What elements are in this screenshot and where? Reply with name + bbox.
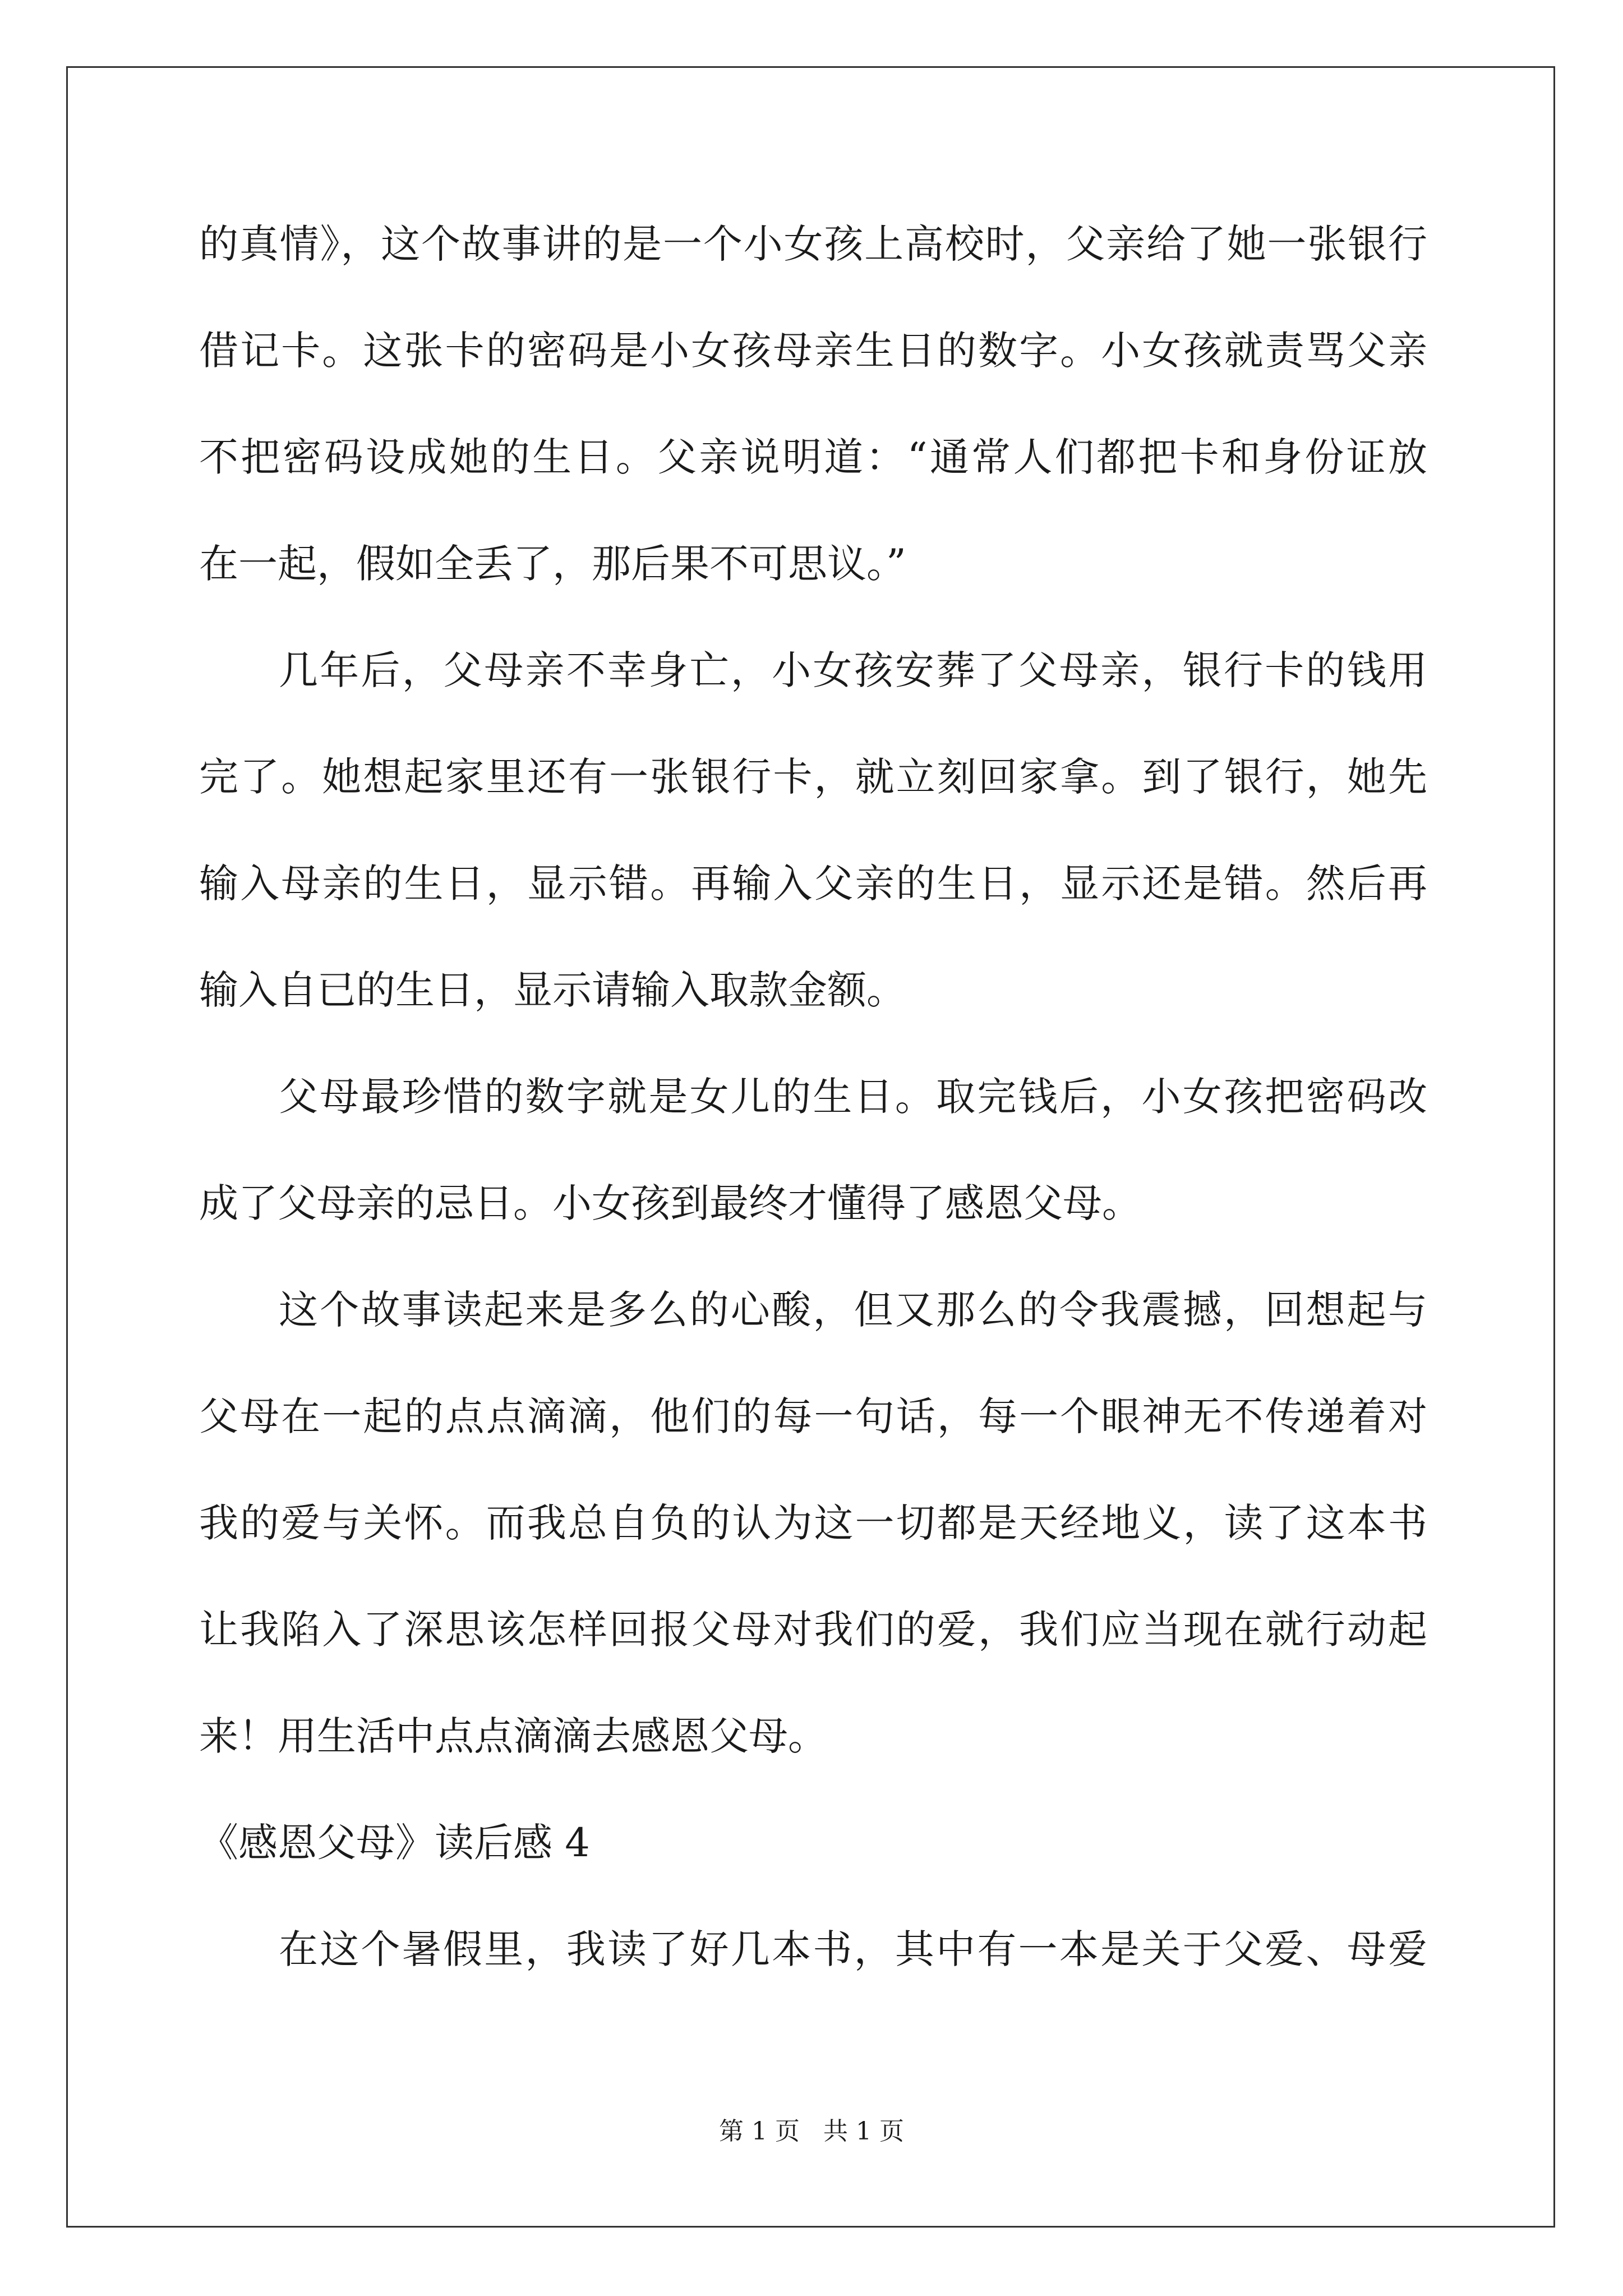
text-line: 输入母亲的生日，显示错。再输入父亲的生日，显示还是错。然后再 [199, 861, 1427, 907]
paragraph-1 [199, 210, 1427, 637]
text-line: 借记卡。这张卡的密码是小女孩母亲生日的数字。小女孩就责骂父亲 [199, 328, 1427, 374]
text-line: 在一起，假如全丢了，那后果不可思议。” [199, 541, 906, 587]
text-line: 完了。她想起家里还有一张银行卡，就立刻回家拿。到了银行，她先 [199, 754, 1427, 800]
text-line: 不把密码设成她的生日。父亲说明道：“通常人们都把卡和身份证放 [199, 434, 1427, 480]
text-line: 我的爱与关怀。而我总自负的认为这一切都是天经地义，读了这本书 [199, 1500, 1427, 1546]
page-number: 第 1 页 [719, 2117, 800, 2146]
text-line: 在这个暑假里，我读了好几本书，其中有一本是关于父爱、母爱 [279, 1926, 1427, 1972]
text-line: 几年后，父母亲不幸身亡，小女孩安葬了父母亲，银行卡的钱用 [279, 647, 1427, 693]
section-heading: 《感恩父母》读后感 4 [199, 1820, 590, 1866]
paragraph-4 [199, 1276, 1427, 1809]
page-total: 共 1 页 [823, 2117, 904, 2146]
paragraph-3 [199, 1063, 1427, 1276]
paragraph-2 [199, 637, 1427, 1063]
text-line: 父母最珍惜的数字就是女儿的生日。取完钱后，小女孩把密码改 [279, 1074, 1427, 1120]
text-line: 输入自已的生日，显示请输入取款金额。 [199, 967, 906, 1013]
document-body [199, 210, 1427, 2022]
text-line: 来！用生活中点点滴滴去感恩父母。 [199, 1713, 827, 1759]
text-line: 的真情》，这个故事讲的是一个小女孩上高校时，父亲给了她一张银行 [199, 221, 1427, 267]
text-line: 这个故事读起来是多么的心酸，但又那么的令我震撼，回想起与 [279, 1287, 1427, 1333]
text-line: 父母在一起的点点滴滴，他们的每一句话，每一个眼神无不传递着对 [199, 1393, 1427, 1439]
text-line: 成了父母亲的忌日。小女孩到最终才懂得了感恩父母。 [199, 1180, 1141, 1226]
page-footer [0, 2115, 1623, 2148]
text-line: 让我陷入了深思该怎样回报父母对我们的爱，我们应当现在就行动起 [199, 1607, 1427, 1653]
